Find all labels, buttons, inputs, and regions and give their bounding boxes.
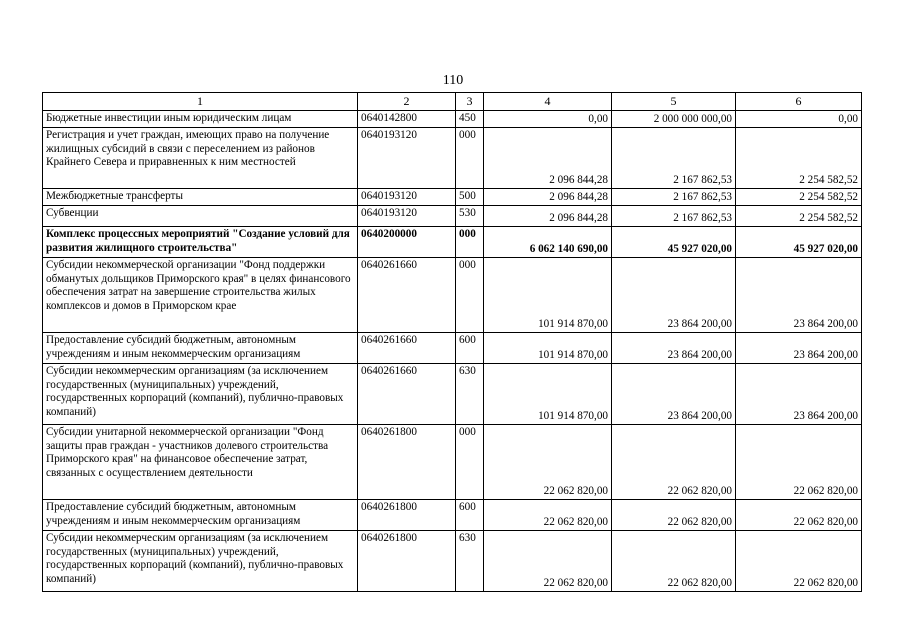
row-type: 630	[456, 531, 484, 592]
row-value-2: 22 062 820,00	[612, 500, 736, 531]
row-type: 600	[456, 500, 484, 531]
header-row	[43, 93, 862, 111]
header-col-6: 6	[736, 93, 862, 111]
row-value-3: 45 927 020,00	[736, 227, 862, 258]
page-number: 110	[442, 73, 464, 88]
table-row	[43, 258, 862, 333]
header-col-3: 3	[456, 93, 484, 111]
row-code: 0640261660	[358, 333, 456, 364]
table-row	[43, 333, 862, 364]
row-code: 0640193120	[358, 206, 456, 227]
header-col-2: 2	[358, 93, 456, 111]
row-value-1: 2 096 844,28	[484, 189, 612, 206]
row-code: 0640193120	[358, 128, 456, 189]
row-type: 000	[456, 128, 484, 189]
row-value-3: 23 864 200,00	[736, 364, 862, 425]
row-value-1: 2 096 844,28	[484, 206, 612, 227]
row-value-1: 6 062 140 690,00	[484, 227, 612, 258]
row-name: Субсидии унитарной некоммерческой организации "Фонд защиты прав граждан - участников долевого строительства Приморского края" на финансовое обеспечение затрат, связанных с осуществлением деятельности	[43, 425, 358, 500]
row-code: 0640261660	[358, 364, 456, 425]
row-value-1: 22 062 820,00	[484, 500, 612, 531]
row-code: 0640261660	[358, 258, 456, 333]
row-value-1: 22 062 820,00	[484, 531, 612, 592]
row-value-2: 23 864 200,00	[612, 364, 736, 425]
row-value-2: 22 062 820,00	[612, 425, 736, 500]
row-value-1: 0,00	[484, 111, 612, 128]
row-value-1: 101 914 870,00	[484, 333, 612, 364]
row-name: Субсидии некоммерческой организации "Фонд поддержки обманутых дольщиков Приморского края" в целях финансового обеспечения затрат на завершение строительства жилых комплексов и домов в Приморском крае	[43, 258, 358, 333]
row-type: 450	[456, 111, 484, 128]
row-value-3: 22 062 820,00	[736, 500, 862, 531]
table-row	[43, 111, 862, 128]
table-row	[43, 189, 862, 206]
row-code: 0640261800	[358, 425, 456, 500]
row-name: Межбюджетные трансферты	[43, 189, 358, 206]
table-row	[43, 364, 862, 425]
row-name: Комплекс процессных мероприятий "Создание условий для развития жилищного строительства"	[43, 227, 358, 258]
row-value-3: 23 864 200,00	[736, 258, 862, 333]
row-value-3: 2 254 582,52	[736, 206, 862, 227]
header-col-5: 5	[612, 93, 736, 111]
row-value-2: 23 864 200,00	[612, 258, 736, 333]
row-value-2: 23 864 200,00	[612, 333, 736, 364]
row-name: Предоставление субсидий бюджетным, автономным учреждениям и иным некоммерческим организациям	[43, 500, 358, 531]
row-value-3: 22 062 820,00	[736, 531, 862, 592]
row-name: Бюджетные инвестиции иным юридическим лицам	[43, 111, 358, 128]
table-row	[43, 531, 862, 592]
row-code: 0640261800	[358, 500, 456, 531]
table-row	[43, 128, 862, 189]
row-value-2: 2 167 862,53	[612, 189, 736, 206]
row-code: 0640200000	[358, 227, 456, 258]
row-name: Субсидии некоммерческим организациям (за исключением государственных (муниципальных) учреждений, государственных корпораций (компаний), публично-правовых компаний)	[43, 531, 358, 592]
row-type: 530	[456, 206, 484, 227]
row-code: 0640261800	[358, 531, 456, 592]
row-value-3: 2 254 582,52	[736, 128, 862, 189]
row-code: 0640193120	[358, 189, 456, 206]
row-name: Предоставление субсидий бюджетным, автономным учреждениям и иным некоммерческим организациям	[43, 333, 358, 364]
row-value-1: 2 096 844,28	[484, 128, 612, 189]
table-row	[43, 227, 862, 258]
row-value-2: 2 000 000 000,00	[612, 111, 736, 128]
row-name: Субсидии некоммерческим организациям (за исключением государственных (муниципальных) учреждений, государственных корпораций (компаний), публично-правовых компаний)	[43, 364, 358, 425]
row-type: 000	[456, 227, 484, 258]
table-row	[43, 500, 862, 531]
row-type: 500	[456, 189, 484, 206]
row-type: 000	[456, 258, 484, 333]
table-row	[43, 206, 862, 227]
row-name: Регистрация и учет граждан, имеющих право на получение жилищных субсидий в связи с переселением из районов Крайнего Севера и приравненных к ним местностей	[43, 128, 358, 189]
row-type: 600	[456, 333, 484, 364]
budget-table	[42, 92, 862, 592]
row-value-1: 22 062 820,00	[484, 425, 612, 500]
row-value-3: 23 864 200,00	[736, 333, 862, 364]
row-code: 0640142800	[358, 111, 456, 128]
row-type: 000	[456, 425, 484, 500]
row-value-1: 101 914 870,00	[484, 364, 612, 425]
row-type: 630	[456, 364, 484, 425]
header-col-1: 1	[43, 93, 358, 111]
header-col-4: 4	[484, 93, 612, 111]
row-value-2: 2 167 862,53	[612, 128, 736, 189]
row-value-2: 22 062 820,00	[612, 531, 736, 592]
row-value-2: 2 167 862,53	[612, 206, 736, 227]
row-value-1: 101 914 870,00	[484, 258, 612, 333]
table-row	[43, 425, 862, 500]
row-value-3: 22 062 820,00	[736, 425, 862, 500]
row-name: Субвенции	[43, 206, 358, 227]
row-value-3: 2 254 582,52	[736, 189, 862, 206]
row-value-2: 45 927 020,00	[612, 227, 736, 258]
row-value-3: 0,00	[736, 111, 862, 128]
